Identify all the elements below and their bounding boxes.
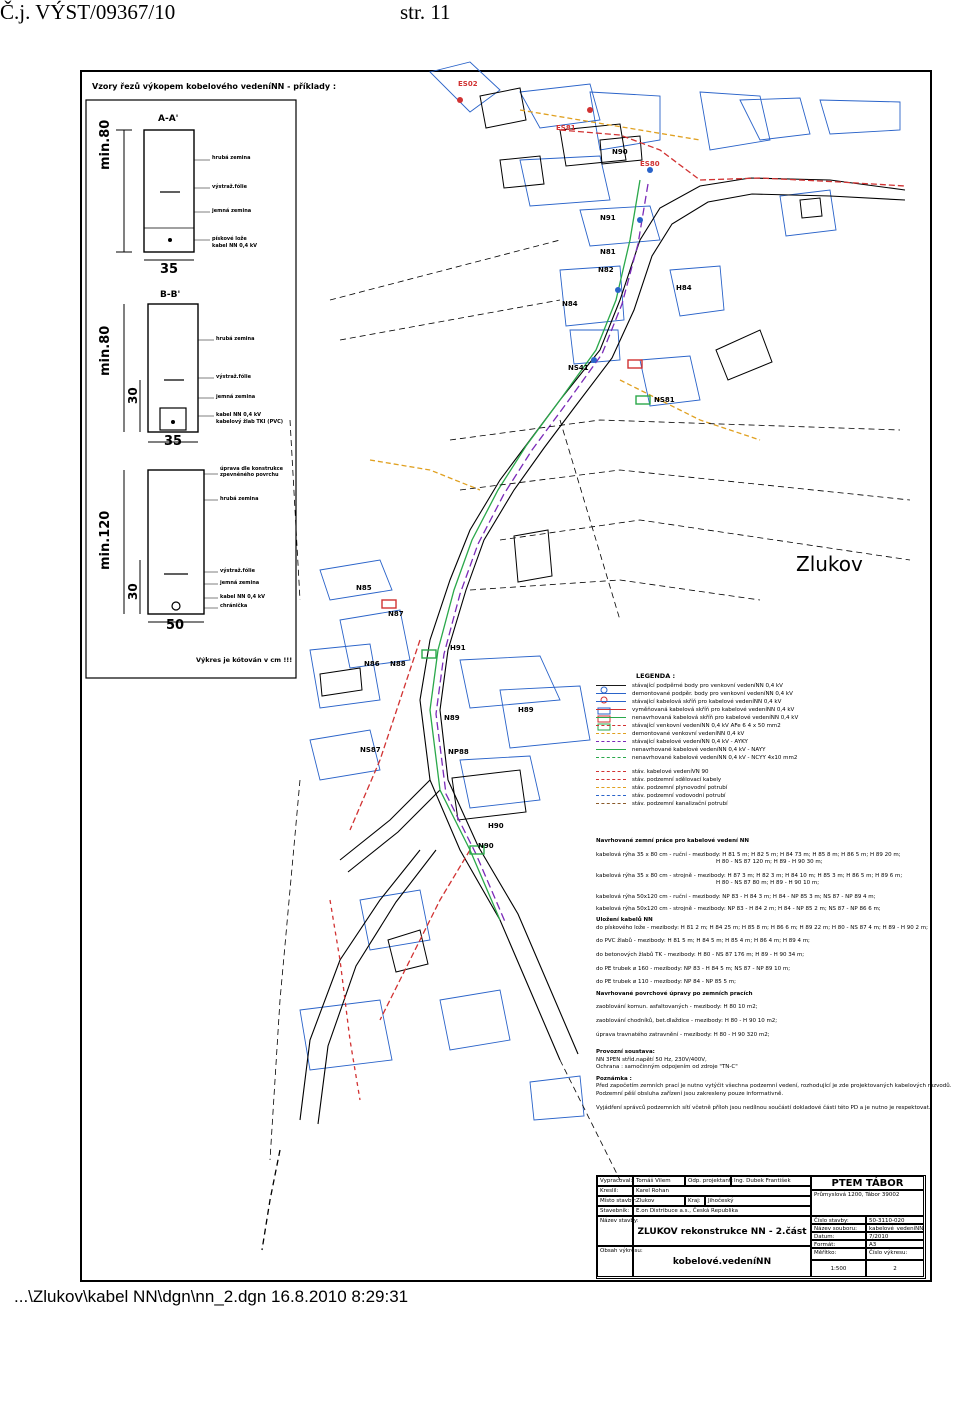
tb-cislo: 50-3110-020: [866, 1216, 924, 1224]
map-label: ES02: [458, 80, 478, 88]
map-label: N81: [600, 248, 616, 256]
section-cc-layer-5: kabel NN 0,4 kV: [220, 594, 266, 600]
section-cc-layer-4: jemná zemina: [220, 580, 260, 586]
note-line: Poznámka :: [596, 1075, 632, 1082]
section-bb-label: B-B': [160, 290, 181, 300]
tb-vypracoval-label: Vypracoval:: [597, 1176, 633, 1186]
legend: [596, 672, 926, 808]
tb-prov: Ing. Dubek František: [731, 1176, 811, 1186]
map-label: N88: [390, 660, 406, 668]
section-cc-depth: min.120: [98, 510, 113, 570]
tb-kraj: Jihočeský: [705, 1196, 811, 1206]
legend-line-sample: [596, 701, 626, 703]
tb-format-label: Formát:: [811, 1240, 866, 1248]
note-line: do betonových žlabů TK - mezibody: H 80 - NS 87 176 m; H 89 - H 90 34 m;: [596, 951, 805, 958]
note-line: úprava travnatého zatravnění - mezibody: H 80 - H 90 320 m2;: [596, 1031, 770, 1038]
map-label: N86: [364, 660, 380, 668]
map-label: N87: [388, 610, 404, 618]
note-line: do pískového lože - mezibody: H 81 2 m; H 84 25 m; H 85 8 m; H 86 6 m; H 89 22 m; H 80 - NS 87 4 m; H 89 - H 90 2 m;: [596, 924, 928, 931]
note-line: Podzemní pěší obsluha zařízení jsou zakresleny pouze informativně.: [596, 1091, 784, 1098]
tb-misto-label: Místo stavby:: [597, 1196, 633, 1206]
section-bb-layer-5: kabelový žlab TKI (PVC): [216, 419, 284, 425]
map-label: NP88: [448, 748, 469, 756]
section-bb-layer-2: výstraž.fólie: [216, 374, 251, 380]
legend-item: vyměňovaná kabelová skříň pro kabelové vedeníNN 0,4 kV: [596, 706, 926, 714]
map-label: NS87: [360, 746, 381, 754]
note-line: kabelová rýha 50x120 cm - ruční - mezibody: NP 83 - H 84 3 m; H 84 - NP 85 3 m; NS 87 - NP 89 4 m;: [596, 893, 876, 900]
page-number: str. 11: [400, 0, 451, 24]
tb-obsah: kobelové.vedeníNN: [633, 1246, 811, 1277]
tb-list-label: Číslo výkresu:: [866, 1248, 924, 1260]
legend-item: stávající kabelová skříň pro kabelové vedeníNN 0,4 kV: [596, 698, 926, 706]
legend-line-sample: [596, 795, 626, 797]
map-label: H91: [450, 644, 466, 652]
note-line: zaoblování komun. asfaltovaných - mezibody: H 80 10 m2;: [596, 1004, 758, 1011]
construction-notes: [596, 838, 952, 1112]
place-name: Zlukov: [796, 552, 863, 576]
note-line: Vyjádření správců podzemních sítí včetně příloh jsou nedílnou součástí dokladové části této PD a je nutno je respektovat.: [596, 1104, 931, 1111]
note-line: do PE trubek ø 160 - mezibody: NP 83 - H 84 5 m; NS 87 - NP 89 10 m;: [596, 965, 791, 972]
tb-datum-label: Datum:: [811, 1232, 866, 1240]
map-label: NS41: [568, 364, 589, 372]
tb-format: A3: [866, 1240, 924, 1248]
legend-item: stávající venkovní vedeníNN 0,4 kV AFe 6 4 x 50 mm2: [596, 722, 926, 730]
section-aa-layer-2: výstraž.fólie: [212, 184, 247, 190]
section-aa-width: 35: [160, 262, 179, 277]
note-line: H 80 - NS 87 80 m; H 89 - H 90 10 m;: [716, 880, 820, 887]
legend-item: stáv. podzemní kanalizační potrubí: [596, 800, 926, 808]
legend-title: LEGENDA :: [636, 672, 676, 680]
legend-line-sample: [596, 757, 626, 759]
note-line: kabelová rýha 50x120 cm - strojně - mezibody: NP 83 - H 84 2 m; H 84 - NP 85 2 m; NS 87 - NP 86 6 m;: [596, 905, 881, 912]
section-aa-layer-4: pískové lože: [212, 236, 247, 242]
tb-company: PTEM TÁBOR: [811, 1176, 924, 1190]
section-bb-layer-1: hrubá zemina: [216, 336, 255, 342]
tb-archiv: kabelové_vedeníNN: [866, 1224, 924, 1232]
legend-line-sample: [596, 779, 626, 781]
legend-item: demontované podpěr. body pro venkovní vedeníNN 0,4 kV: [596, 690, 926, 698]
map-label: N85: [356, 584, 372, 592]
note-line: zaoblování chodníků, bet.dlaždice - mezibody: H 80 - H 90 10 m2;: [596, 1017, 778, 1024]
section-bb: [124, 304, 214, 442]
legend-line-sample: [596, 685, 626, 687]
tb-cislo-label: Číslo stavby:: [811, 1216, 866, 1224]
tb-misto: Zlukov: [633, 1196, 685, 1206]
note-line: kabelová rýha 35 x 80 cm - strojně - mezibody: H 87 3 m; H 82 3 m; H 84 10 m; H 85 3 m; H 86 5 m; H 89 6 m;: [596, 872, 903, 879]
tb-kraj-label: Kraj:: [685, 1196, 705, 1206]
legend-item: stávající kabelové vedeníNN 0,4 kV - AYKY: [596, 738, 926, 746]
title-block: [596, 1175, 926, 1279]
section-aa-depth: min.80: [98, 119, 113, 170]
map-label: N90: [478, 842, 494, 850]
legend-line-sample: [596, 725, 626, 727]
legend-line-sample: [596, 749, 626, 751]
tb-investor: E.on Distribuce a.s., Česká Republika: [633, 1206, 811, 1216]
legend-line-sample: [596, 741, 626, 743]
section-aa-layer-3: jemná zemina: [212, 208, 252, 214]
legend-item: demontované venkovní vedeníNN 0,4 kV: [596, 730, 926, 738]
section-cc-width: 50: [166, 618, 185, 633]
section-cc-layer-1: úprava dle konstrukce zpevněného povrchu: [220, 466, 284, 478]
note-line: H 80 - NS 87 120 m; H 89 - H 90 30 m;: [716, 859, 823, 866]
sections-note: Výkres je kótován v cm !!!: [196, 656, 293, 664]
section-cc-layer-3: výstraž.fólie: [220, 568, 255, 574]
tb-obsah-label: Obsah výkresu:: [597, 1246, 633, 1277]
note-line: Uložení kabelů NN: [596, 917, 653, 924]
section-aa-label: A-A': [158, 114, 179, 124]
section-bb-inner: 30: [126, 387, 140, 404]
legend-item: nenavrhovaná kabelová skříň pro kabelové vedeníNN 0,4 kV: [596, 714, 926, 722]
legend-item: stáv. kabelové vedeníVN 90: [596, 768, 926, 776]
sections-panel: [86, 100, 296, 678]
note-line: NN 3PEN stříd.napětí 50 Hz, 230V/400V,: [596, 1056, 707, 1063]
section-cc-layer-2: hrubá zemina: [220, 496, 259, 502]
map-label: N84: [562, 300, 578, 308]
legend-line-sample: [596, 771, 626, 773]
note-line: do PVC žlabů - mezibody: H 81 5 m; H 84 5 m; H 85 4 m; H 86 4 m; H 89 4 m;: [596, 938, 810, 945]
document-reference: Č.j. VÝST/09367/10: [0, 0, 176, 24]
section-aa-layer-5: kabel NN 0,4 kV: [212, 243, 258, 249]
section-aa-layer-1: hrubá zemina: [212, 155, 251, 161]
tb-archiv-label: Název souboru:: [811, 1224, 866, 1232]
note-line: Navrhované zemní práce pro kabelové vedení NN: [596, 838, 749, 844]
legend-item: stáv. podzemní vodovodní potrubí: [596, 792, 926, 800]
tb-nazev: ZLUKOV rekonstrukce NN - 2.část: [633, 1216, 811, 1246]
file-path: ...\Zlukov\kabel NN\dgn\nn_2.dgn 16.8.2010 8:29:31: [14, 1287, 409, 1306]
legend-line-sample: [596, 717, 626, 719]
section-bb-layer-3: jemná zemina: [216, 394, 256, 400]
section-cc-layer-6: chránička: [220, 603, 248, 609]
legend-line-sample: [596, 803, 626, 805]
tb-nazev-label: Název stavby:: [597, 1216, 633, 1246]
legend-item: nenavrhované kabelové vedeníNN 0,4 kV - NAYY: [596, 746, 926, 754]
tb-vypracoval: Tomáš Vilem: [633, 1176, 685, 1186]
legend-item: stáv. podzemní plynovodní potrubí: [596, 784, 926, 792]
section-bb-depth: min.80: [98, 325, 113, 376]
legend-line-sample: [596, 693, 626, 695]
note-line: Navrhované povrchové úpravy po zemních pracích: [596, 990, 753, 997]
tb-investor-label: Stavebník:: [597, 1206, 633, 1216]
legend-item: stávající podpěrné body pro venkovní vedeníNN 0,4 kV: [596, 682, 926, 690]
legend-line-sample: [596, 709, 626, 711]
map-label: ES80: [640, 160, 660, 168]
section-cc-inner: 30: [126, 583, 140, 600]
tb-addr: Průmyslová 1200, Tábor 39002: [811, 1190, 924, 1216]
note-line: do PE trubek ø 110 - mezibody: NP 84 - NP 85 5 m;: [596, 979, 736, 986]
map-label: ES81: [556, 124, 576, 132]
section-bb-width: 35: [164, 434, 183, 449]
map-label: N91: [600, 214, 616, 222]
note-line: Ochrana : samočinným odpojením od zdroje "TN-C": [596, 1064, 738, 1071]
tb-list: 2: [866, 1260, 924, 1277]
map-label: H89: [518, 706, 534, 714]
map-label: H90: [488, 822, 504, 830]
note-line: kabelová rýha 35 x 80 cm - ruční - mezibody: H 81 5 m; H 82 5 m; H 84 73 m; H 85 8 m; H 86 5 m; H 89 20 m;: [596, 851, 901, 858]
map-label: H84: [676, 284, 692, 292]
legend-item: stáv. podzemní sdělovací kabely: [596, 776, 926, 784]
tb-meritko: 1:500: [811, 1260, 866, 1277]
tb-kreslil: Karel Rohan: [633, 1186, 811, 1196]
tb-prov-label: Odp. projektant:: [685, 1176, 731, 1186]
section-bb-layer-4: kabel NN 0,4 kV: [216, 412, 262, 418]
note-line: Provozní soustava:: [596, 1049, 655, 1056]
legend-line-sample: [596, 733, 626, 735]
legend-item: nenavrhované kabelové vedeníNN 0,4 kV - NCYY 4x10 mm2: [596, 754, 926, 762]
tb-datum: 7/2010: [866, 1232, 924, 1240]
tb-meritko-label: Měřítko:: [811, 1248, 866, 1260]
note-line: Před započetím zemních prací je nutno vytýčit všechna podzemní vedení, rozhodující je zde projektovaných kabelových rozvodů.: [596, 1083, 952, 1090]
section-aa: [116, 130, 210, 260]
map-label: N89: [444, 714, 460, 722]
tb-kreslil-label: Kreslil:: [597, 1186, 633, 1196]
sections-title: Vzory řezů výkopem kobelového vedeníNN - příklady :: [92, 82, 337, 91]
legend-line-sample: [596, 787, 626, 789]
map-label: NS81: [654, 396, 675, 404]
map-label: N90: [612, 148, 628, 156]
map-label: N82: [598, 266, 614, 274]
